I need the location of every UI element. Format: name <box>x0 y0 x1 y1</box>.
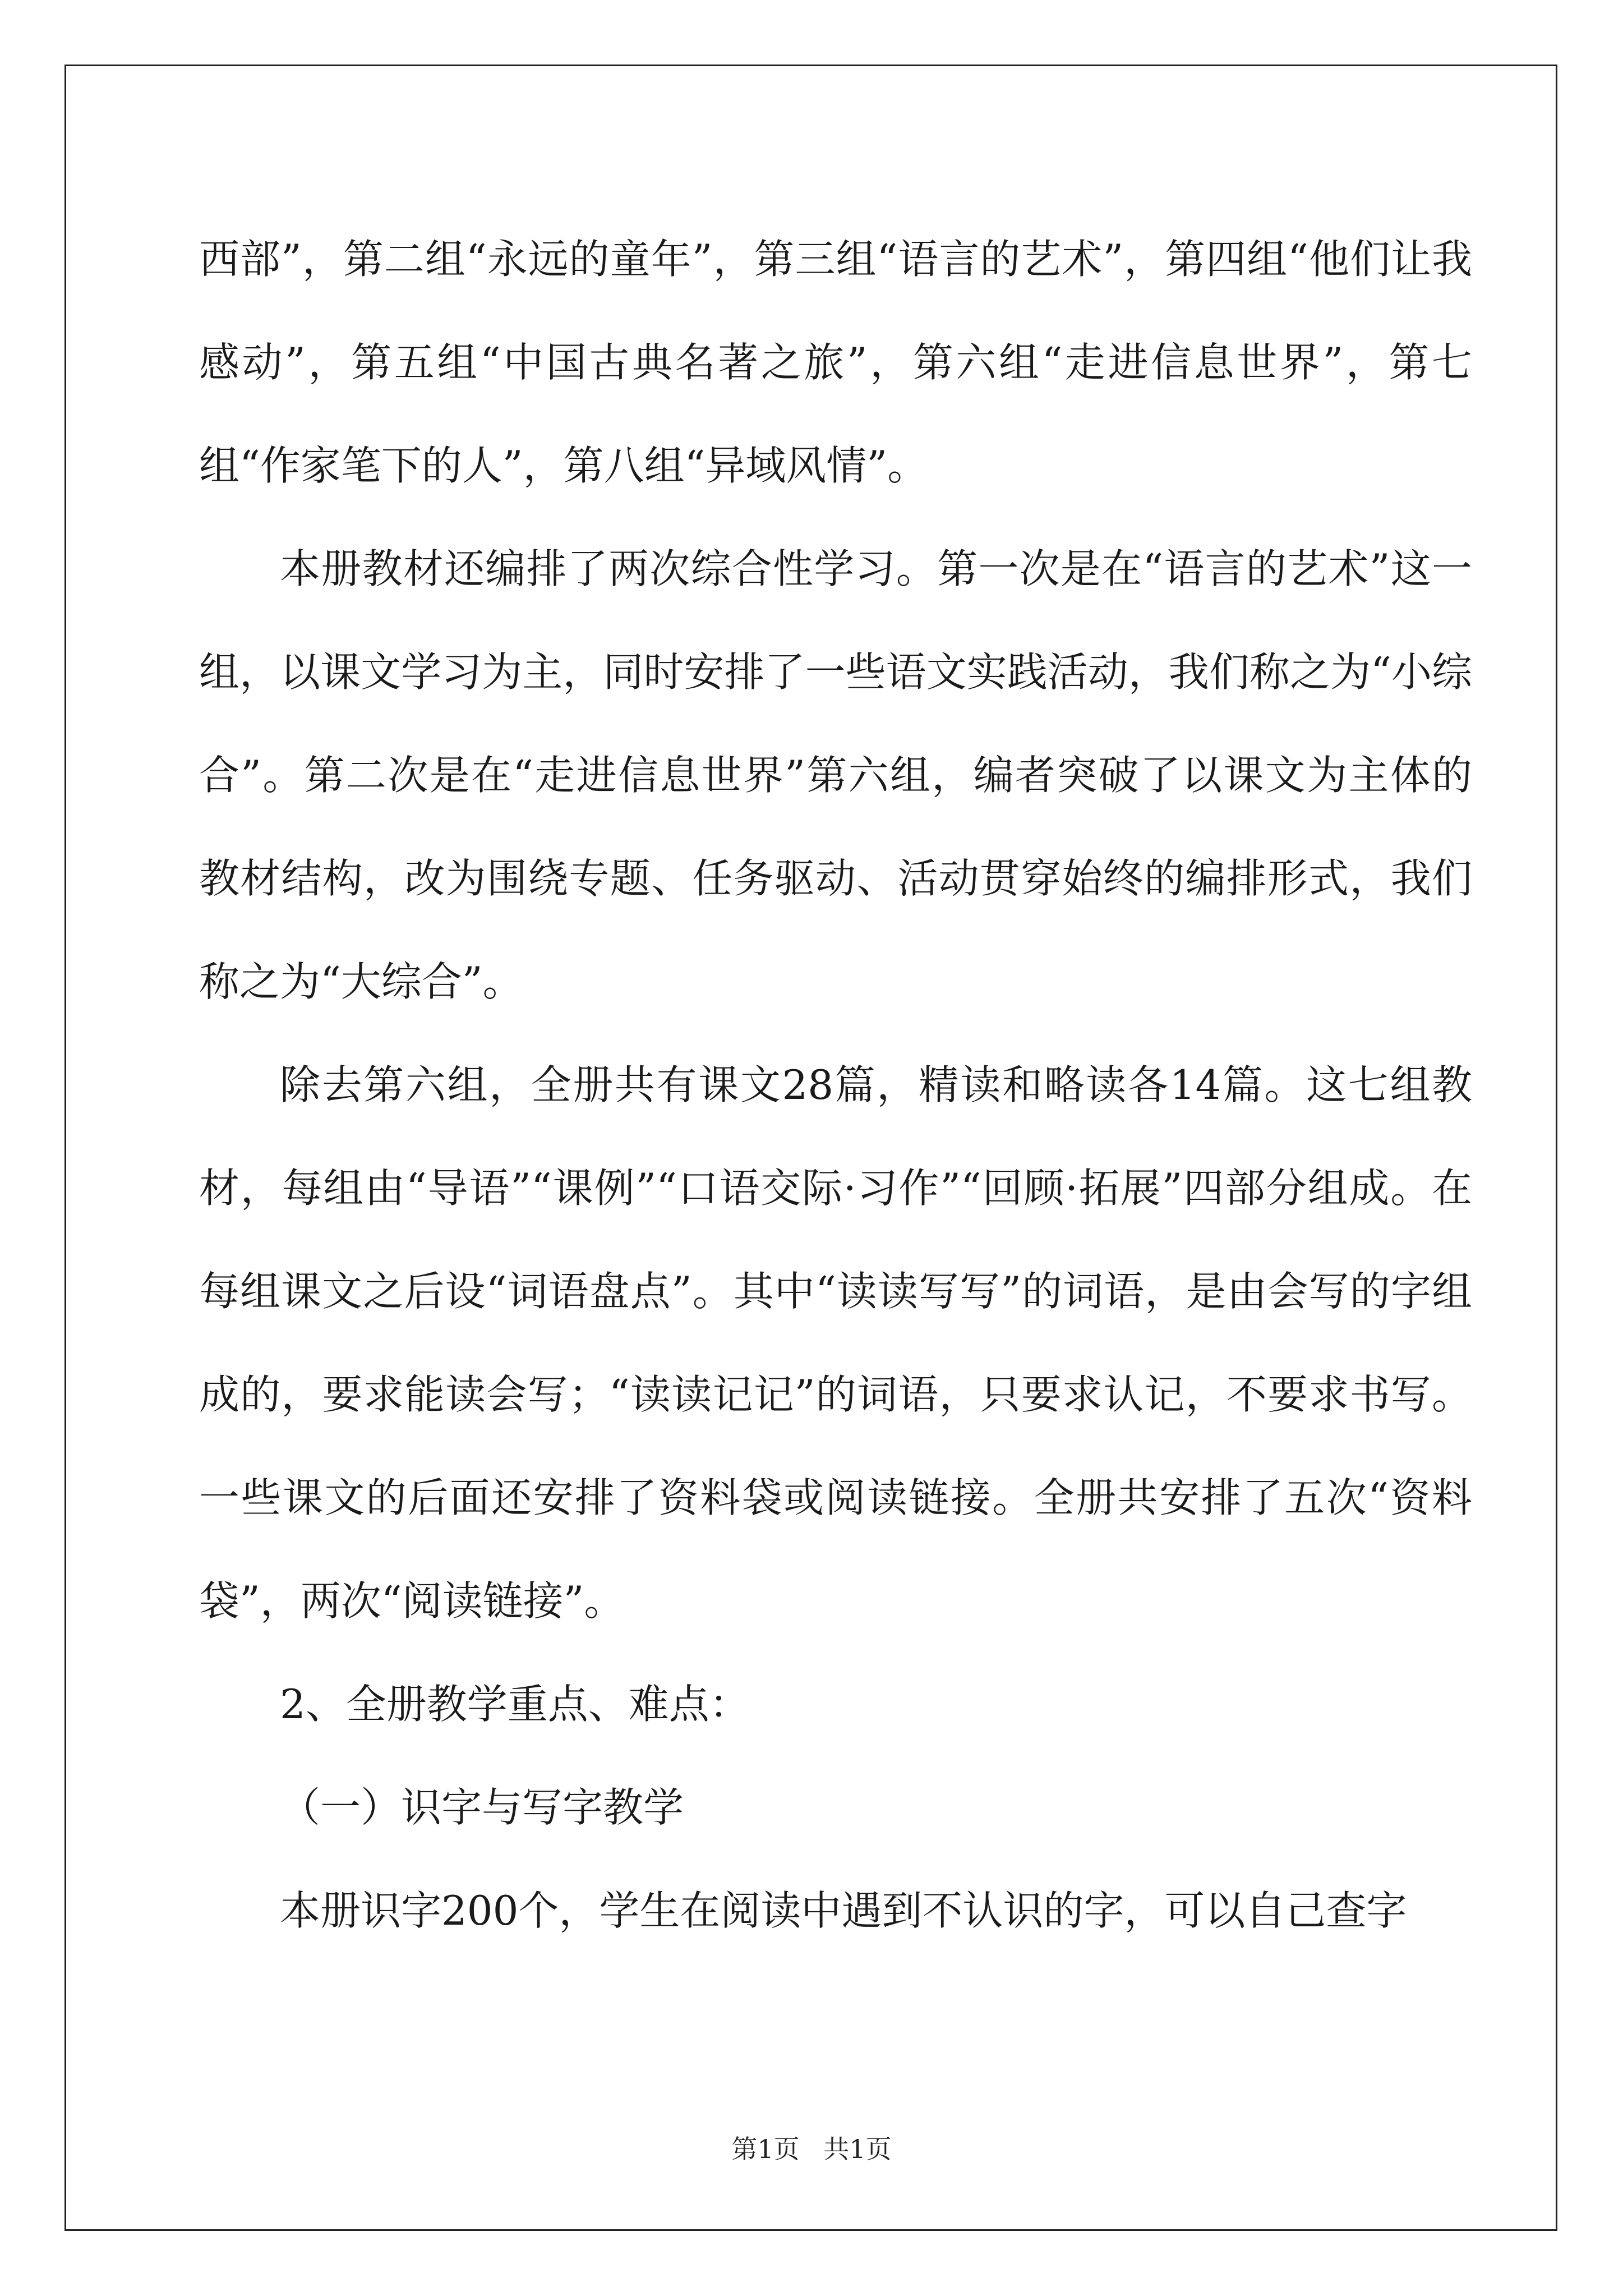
paragraph-4: 本册识字200个，学生在阅读中遇到不认识的字，可以自己查字 <box>280 1887 1407 1934</box>
paragraph-1: 西部”，第二组“永远的童年”，第三组“语言的艺术”，第四组“他们让我感动”，第五组“中国古典名著之旅”，第六组“走进信息世界”，第七组“作家笔下的人”，第八组“异域风情”。 <box>199 236 1472 489</box>
subsection-heading-1: （一）识字与写字教学 <box>280 1784 684 1831</box>
paragraph-3: 除去第六组，全册共有课文28篇，精读和略读各14篇。这七组教材，每组由“导语”“课例”“口语交际·习作”“回顾·拓展”四部分组成。在每组课文之后设“词语盘点”。其中“读读写写”的词语，是由会写的字组成的，要求能读会写；“读读记记”的词语，只要求认记，不要求书写。一些课文的后面还安排了资料袋或阅读链接。全册共安排了五次“资料袋”，两次“阅读链接”。 <box>199 1061 1472 1625</box>
section-heading-2: 2、全册教学重点、难点： <box>280 1681 750 1728</box>
page-footer <box>0 2129 1623 2166</box>
page-total: 共1页 <box>823 2134 892 2164</box>
document-body <box>199 208 1472 1962</box>
paragraph-2: 本册教材还编排了两次综合性学习。第一次是在“语言的艺术”这一组，以课文学习为主，同时安排了一些语文实践活动，我们称之为“小综合”。第二次是在“走进信息世界”第六组，编者突破了以课文为主体的教材结构，改为围绕专题、任务驱动、活动贯穿始终的编排形式，我们称之为“大综合”。 <box>199 545 1472 1005</box>
page-number: 第1页 <box>731 2134 800 2164</box>
